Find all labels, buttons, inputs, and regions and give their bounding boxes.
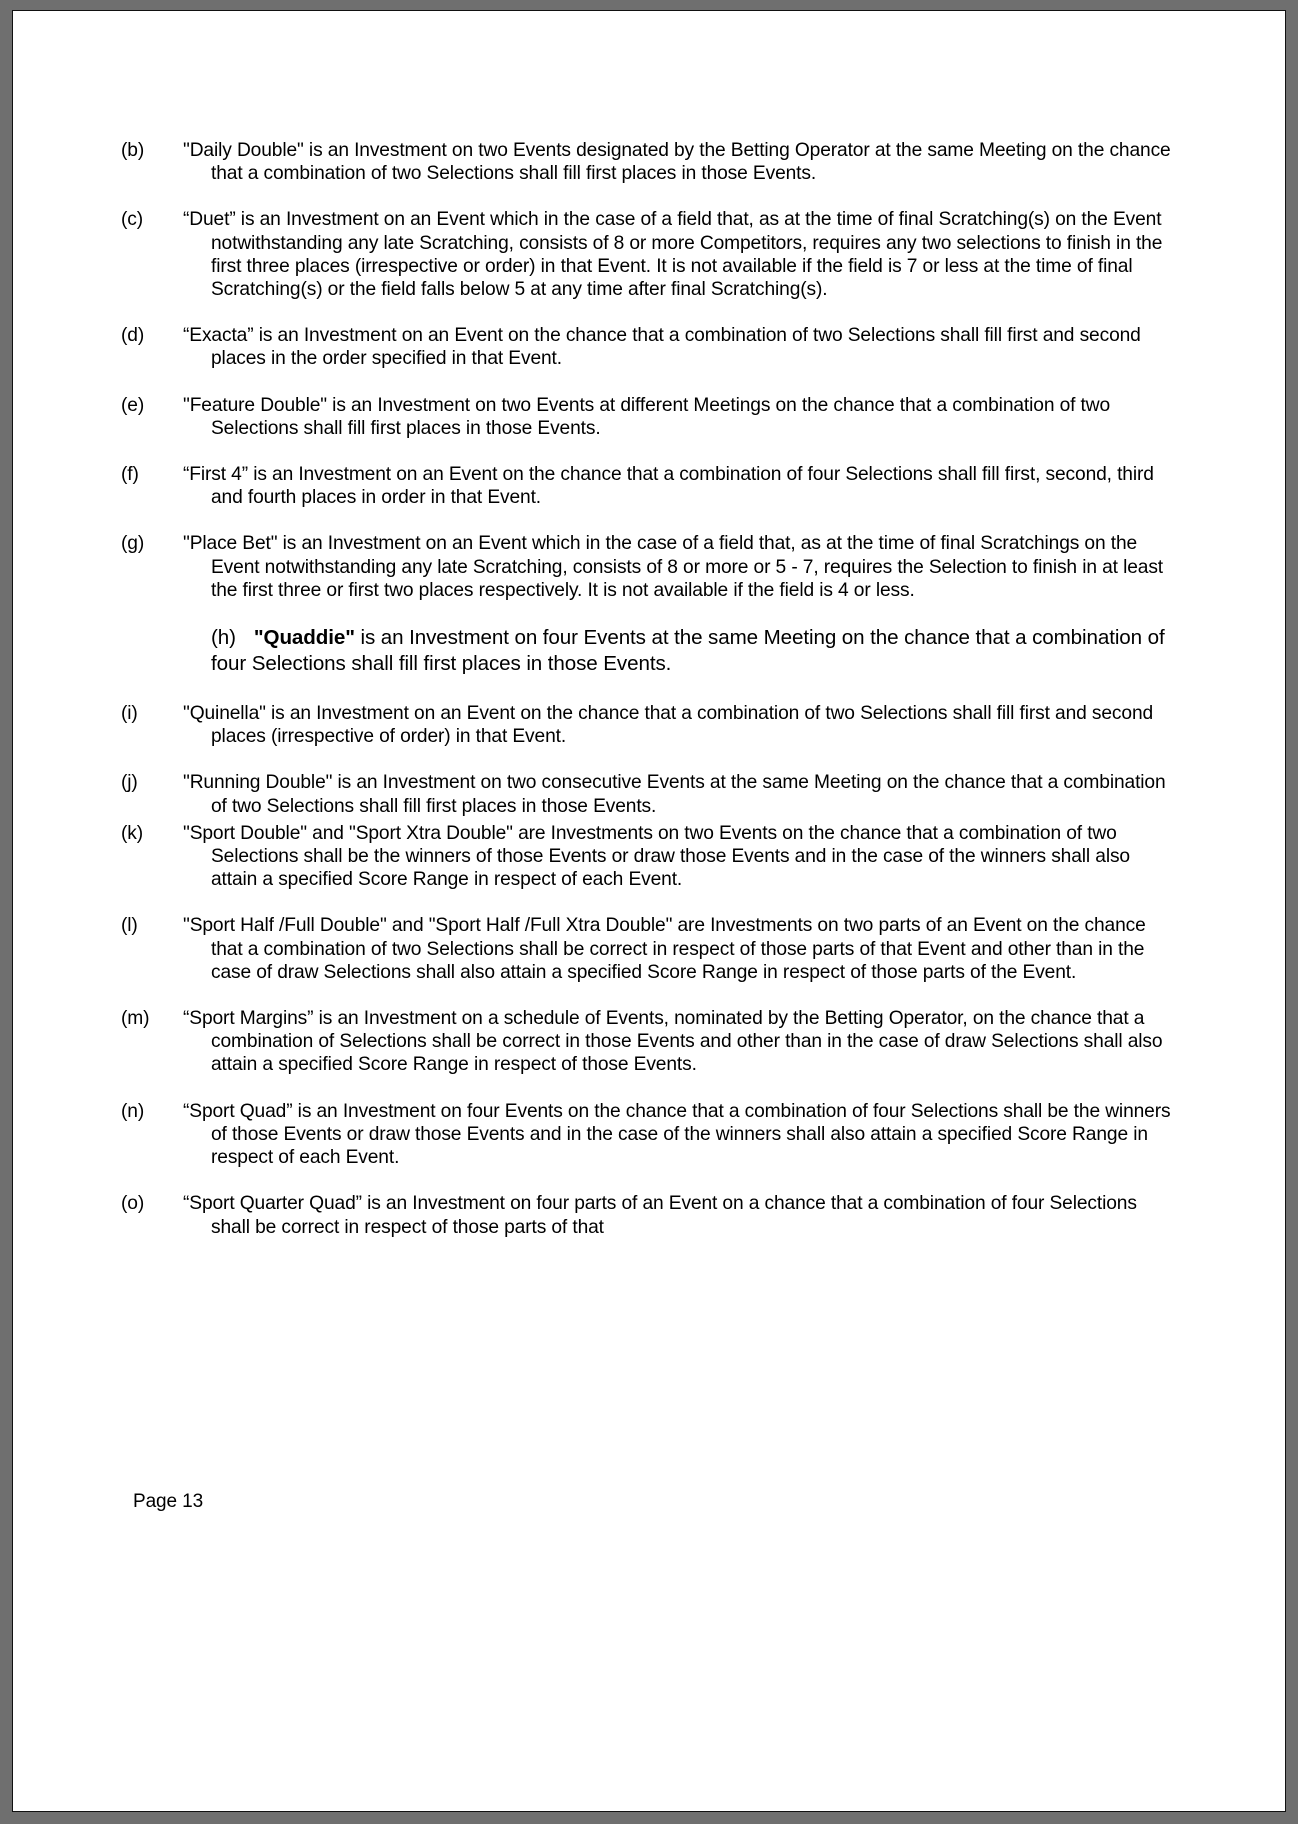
clause-text: “Sport Quad” is an Investment on four Events on the chance that a combination of four Selections shall be the winners of those Events or draw those Events and in the case of the winners shall also attain a specified Score Range in respect of each Event. <box>183 1100 1171 1169</box>
page-sheet <box>12 10 1286 1812</box>
clause-marker: (b) <box>121 140 145 161</box>
clause-n <box>121 1100 1177 1170</box>
page-footer <box>13 1481 1285 1811</box>
clause-e <box>121 394 1177 440</box>
clause-marker: (o) <box>121 1193 145 1215</box>
clause-text: "Daily Double" is an Investment on two Events designated by the Betting Operator at the same Meeting on the chance that a combination of two Selections shall fill first places in those Events. <box>183 140 1171 185</box>
clause-text: "Feature Double" is an Investment on two Events at different Meetings on the chance that a combination of two Selections shall fill first places in those Events. <box>183 394 1111 439</box>
clause-text: “Sport Quarter Quad” is an Investment on four parts of an Event on a chance that a combination of four Selections shall be correct in respect of those parts of that <box>183 1193 1137 1238</box>
clause-d <box>121 324 1177 370</box>
clause-text: “First 4” is an Investment on an Event on the chance that a combination of four Selections shall fill first, second, third and fourth places in order in that Event. <box>183 464 1154 509</box>
clause-i <box>121 702 1177 748</box>
clause-f <box>121 463 1177 509</box>
clause-marker: (k) <box>121 822 144 844</box>
clause-marker: (f) <box>121 464 139 486</box>
clause-marker: (h) <box>211 626 236 650</box>
clause-text: "Running Double" is an Investment on two consecutive Events at the same Meeting on the chance that a combination of two Selections shall fill first places in those Events. <box>183 772 1166 817</box>
clause-c <box>121 208 1177 301</box>
clause-b <box>121 139 1177 185</box>
clause-text: "Sport Double" and "Sport Xtra Double" are Investments on two Events on the chance that a combination of two Selections shall be the winners of those Events or draw those Events and in the case of the winners shall also attain a specified Score Range in respect of each Event. <box>183 822 1130 891</box>
clause-marker: (e) <box>121 394 145 416</box>
clause-text: “Duet” is an Investment on an Event which in the case of a field that, as at the time of final Scratching(s) on the Event notwithstanding any late Scratching, consists of 8 or more Competitors, requires any two selections to finish in the first three places (irrespective or order) in that Event. It is not available if the field is 7 or less at the time of final Scratching(s) or the field falls below 5 at any time after final Scratching(s). <box>183 209 1163 301</box>
clause-m <box>121 1007 1177 1077</box>
clause-marker: (m) <box>121 1008 150 1030</box>
clause-marker: (c) <box>121 209 144 231</box>
clause-text: "Place Bet" is an Investment on an Event which in the case of a field that, as at the time of final Scratchings on the Event notwithstanding any late Scratching, consists of 8 or more or 5 - 7, requires the Selection to finish in at least the first three or first two places respectively. It is not available if the field is 4 or less. <box>183 533 1164 601</box>
clause-l <box>121 914 1177 984</box>
clause-text: "Quinella" is an Investment on an Event on the chance that a combination of two Selections shall fill first and second places (irrespective of order) in that Event. <box>183 703 1154 748</box>
clause-h-quaddie <box>121 625 1177 676</box>
clause-marker: (g) <box>121 533 145 555</box>
clause-marker: (j) <box>121 772 138 794</box>
clause-o <box>121 1192 1177 1238</box>
clause-j <box>121 771 1177 817</box>
clause-text: “Exacta” is an Investment on an Event on the chance that a combination of two Selections shall fill first and second places in the order specified in that Event. <box>183 325 1141 370</box>
clause-k <box>121 822 1177 892</box>
clause-marker: (d) <box>121 325 145 347</box>
clause-g <box>121 532 1177 602</box>
clause-marker: (n) <box>121 1100 145 1122</box>
page-number: Page 13 <box>133 1491 204 1512</box>
clause-marker: (i) <box>121 703 138 725</box>
quaddie-term: "Quaddie" <box>253 626 355 650</box>
clause-marker: (l) <box>121 915 138 937</box>
clause-text: is an Investment on four Events at the same Meeting on the chance that a combination of four Selections shall fill first places in those Events. <box>211 626 1165 675</box>
clause-text: "Sport Half /Full Double" and "Sport Half /Full Xtra Double" are Investments on two parts of an Event on the chance that a combination of two Selections shall be correct in respect of those parts of that Event and other than in the case of draw Selections shall also attain a specified Score Range in respect of those parts of the Event. <box>183 915 1146 983</box>
clause-text: “Sport Margins” is an Investment on a schedule of Events, nominated by the Betting Operator, on the chance that a combination of Selections shall be correct in those Events and other than in the case of draw Selections shall also attain a specified Score Range in respect of those Events. <box>183 1008 1163 1076</box>
